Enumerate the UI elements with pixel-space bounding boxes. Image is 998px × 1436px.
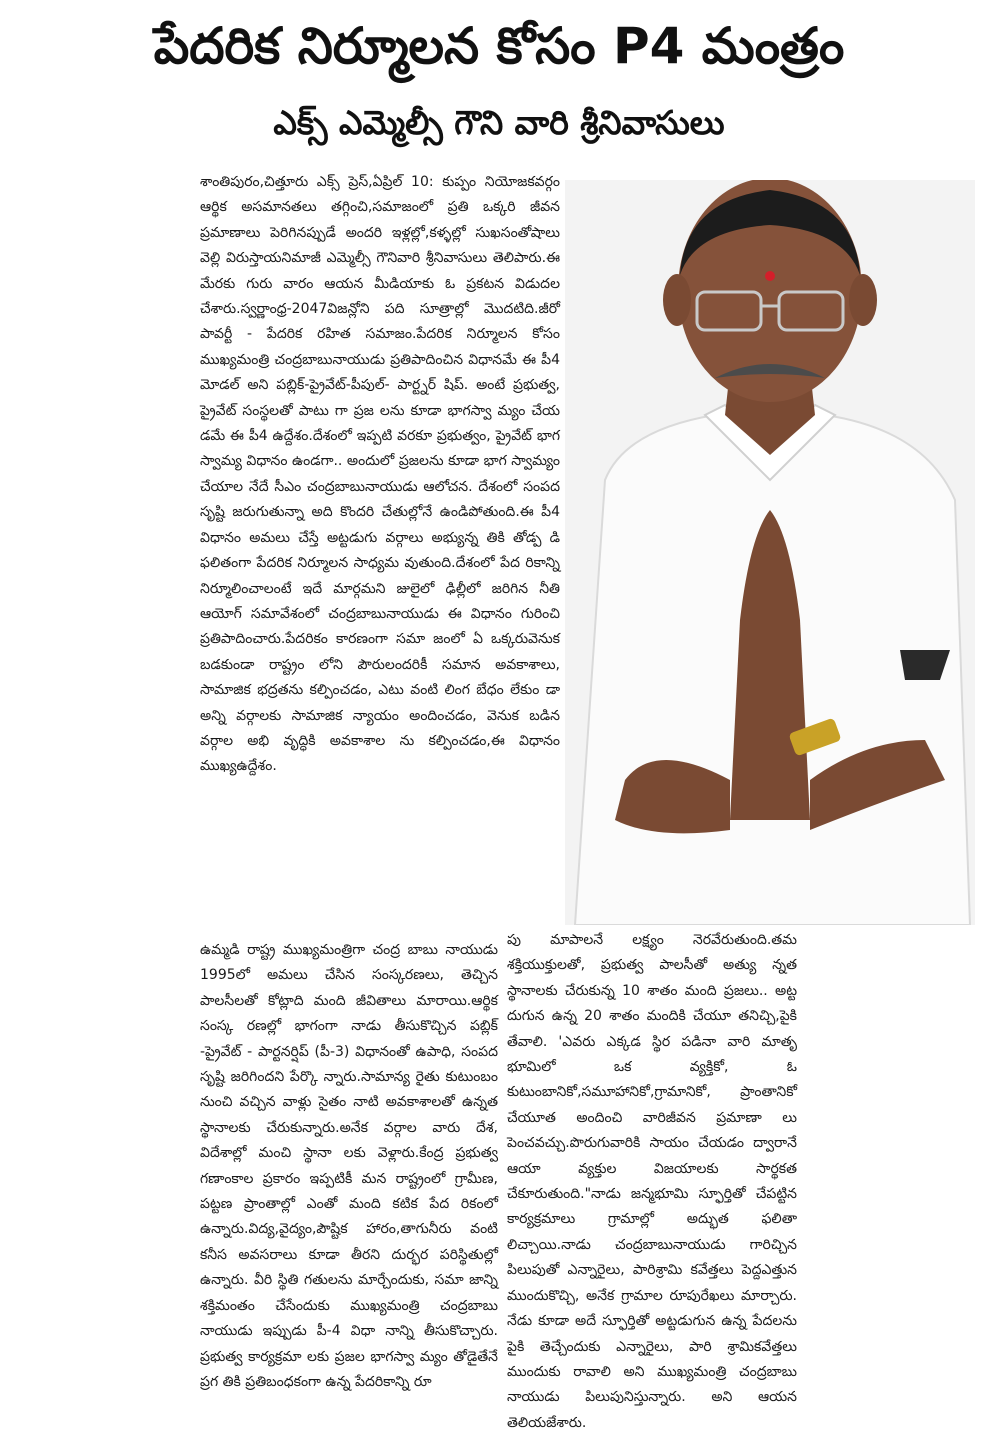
person-photo — [565, 180, 975, 925]
article-column-bottom-right: పు మాపాలనే లక్ష్యం నెరవేరుతుంది.తమ శక్తియుక్తులతో, ప్రభుత్వ పాలసీతో అత్యు న్నత స్థానాలకు చేరుకున్న 10 శాతం మంది ప్రజలు.. అట్ట దుగున ఉన్న 20 శాతం మందికి చేయూ తనిచ్చి,పైకి తేవాలి. 'ఎవరు ఎక్కడ స్థిర పడినా వారి మాతృ భూమిలో ఒక వ్యక్తికో, ఓ కుటుంబానికో,సమూహానికో,గ్రామానికో, ప్రాంతానికో చేయూత అందించి వారిజీవన ప్రమాణా లు పెంచవచ్చు.పొరుగువారికి సాయం చేయడం ద్వారానే ఆయా వ్యక్తుల విజయాలకు సార్థకత చేకూరుతుంది."నాడు జన్మభూమి స్ఫూర్తితో చేపట్టిన కార్యక్రమాలు గ్రామాల్లో అద్భుత ఫలితా లిచ్చాయి.నాడు చంద్రబాబునాయుడు గారిచ్చిన పిలుపుతో ఎన్నారైలు, పారిశ్రామి కవేత్తలు పెద్దఎత్తున ముందుకొచ్చి, అనేక గ్రామాల రూపురేఖలు మార్చారు. నేడు కూడా అదే స్ఫూర్తితో అట్టడుగున ఉన్న పేదలను పైకి తెచ్చేందుకు ఎన్నారైలు, పారి శ్రామికవేత్తలు ముందుకు రావాలి అని ముఖ్యమంత్రి చంద్రబాబు నాయుడు పిలుపునిస్తున్నారు. అని ఆయన తెలియజేశారు. — [507, 932, 797, 1431]
article-column-bottom-left: ఉమ్మడి రాష్ట్ర ముఖ్యమంత్రిగా చంద్ర బాబు నాయుడు 1995లో అమలు చేసిన సంస్కరణలు, తెచ్చిన పాలసీలతో కోట్లాది మంది జీవితాలు మారాయి.ఆర్థిక సంస్క రణల్లో భాగంగా నాడు తీసుకొచ్చిన పబ్లిక్ -ప్రైవేట్ - పార్టనర్షిప్ (పీ-3) విధానంతో ఉపాధి, సంపద సృష్టి జరిగిందని పేర్కొ న్నారు.సామాన్య రైతు కుటుంబం నుంచి వచ్చిన వాళ్లు సైతం నాటి అవకాశాలతో ఉన్నత స్థానాలకు చేరుకున్నారు.అనేక వర్గాల వారు దేశ, విదేశాల్లో మంచి స్థానా లకు వెళ్లారు.కేంద్ర ప్రభుత్వ గణాంకాల ప్రకారం ఇప్పటికీ మన రాష్ట్రంలో గ్రామీణ, పట్టణ ప్రాంతాల్లో ఎంతో మంది కటిక పేద రికంలో ఉన్నారు.విద్య,వైద్యం,పౌష్టిక హారం,తాగునీరు వంటి కనీస అవసరాలు కూడా తీరని దుర్భర పరిస్థితుల్లో ఉన్నారు. వీరి స్థితి గతులను మార్చేందుకు, సమా జాన్ని శక్తిమంతం చేసేందుకు ముఖ్యమంత్రి చంద్రబాబు నాయుడు ఇప్పుడు పీ-4 విధా నాన్ని తీసుకొచ్చారు. ప్రభుత్వ కార్యక్రమా లకు ప్రజల భాగస్వా మ్యం తోడైతేనే ప్రగ తికి ప్రతిబంధకంగా ఉన్న పేదరికాన్ని రూ — [200, 942, 498, 1390]
article-column-left: శాంతిపురం,చిత్తూరు ఎక్స్ ప్రెస్,ఏప్రిల్ 10: కుప్పం నియోజకవర్గం ఆర్థిక అసమానతలు తగ్గించి,సమాజంలో ప్రతి ఒక్కరి జీవన ప్రమాణాలు పెరిగినప్పుడే అందరి ఇళ్లల్లో,కళ్ళల్లో సుఖసంతోషాలు వెల్లి విరుస్తాయనిమాజీ ఎమ్మెల్సీ గౌనివారి శ్రీనివాసులు తెలిపారు.ఈ మేరకు గురు వారం ఆయన మీడియాకు ఓ ప్రకటన విడుదల చేశారు.స్వర్ణాంధ్ర-2047విజన్లోని పది సూత్రాల్లో మొదటిది.జీరో పావర్టీ - పేదరిక రహిత సమాజం.పేదరిక నిర్మూలన కోసం ముఖ్యమంత్రి చంద్రబాబునాయుడు ప్రతిపాదించిన విధానమే ఈ పీ4 మోడల్ అని పబ్లిక్-ప్రైవేట్-పీపుల్- పార్ట్నర్ షిప్. అంటే ప్రభుత్వ, ప్రైవేట్ సంస్థలతో పాటు గా ప్రజ లను కూడా భాగస్వా మ్యం చేయ డమే ఈ పీ4 ఉద్దేశం.దేశంలో ఇప్పటి వరకూ ప్రభుత్వం, ప్రైవేట్ భాగ స్వామ్య విధానం ఉండగా.. అందులో ప్రజలను కూడా భాగ స్వామ్యం చేయాల నేదే సీఎం చంద్రబాబునాయుడు ఆలోచన. దేశంలో సంపద సృష్టి జరుగుతున్నా అది కొందరి చేతుల్లోనే ఉండిపోతుంది.ఈ పీ4 విధానం అమలు చేస్తే అట్టడుగు వర్గాలు అభ్యున్న తికి తోడ్ప డి ఫలితంగా పేదరిక నిర్మూలన సాధ్యమ వుతుంది.దేశంలో పేద రికాన్ని నిర్మూలించాలంటే ఇదే మార్గమని జులైలో ఢిల్లీలో జరిగిన నీతి ఆయోగ్ సమావేశంలో చంద్రబాబునాయుడు ఈ విధానం గురించి ప్రతిపాదించారు.పేదరికం కారణంగా సమా జంలో ఏ ఒక్కరువెనుక బడకుండా రాష్ట్రం లోని పౌరులందరికీ సమాన అవకాశాలు, సామాజిక భద్రతను కల్పించడం, ఎటు వంటి లింగ బేధం లేకుం డా అన్ని వర్గాలకు సామాజిక న్యాయం అందించడం, వెనుక బడిన వర్గాల అభి వృద్ధికి అవకాశాల ను కల్పించడం,ఈ విధానం ముఖ్యఉద్దేశం. — [200, 174, 560, 775]
subheadline: ఎక్స్ ఎమ్మెల్సీ గౌని వారి శ్రీనివాసులు — [273, 103, 725, 142]
person-namaste-photo — [565, 180, 975, 925]
headline: పేదరిక నిర్మూలన కోసం P4 మంత్రం — [153, 17, 845, 75]
